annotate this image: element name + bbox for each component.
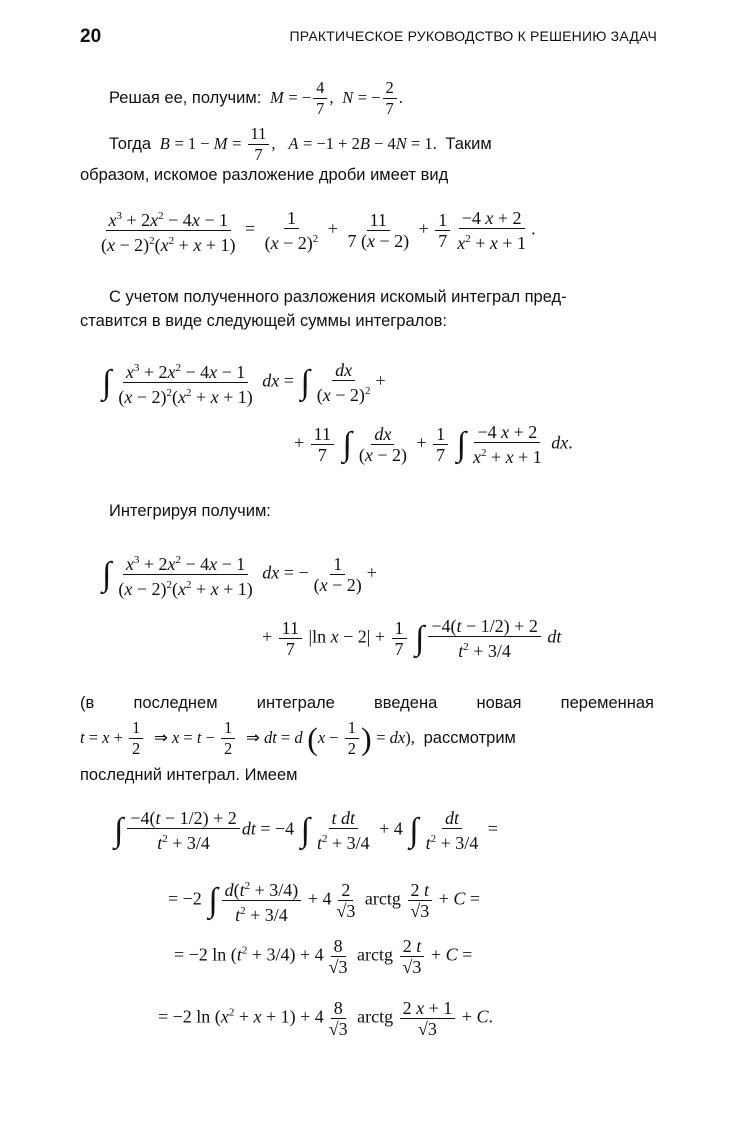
integrating-line: Интегрируя получим: — [109, 502, 271, 520]
running-title: ПРАКТИЧЕСКОЕ РУКОВОДСТВО К РЕШЕНИЮ ЗАДАЧ — [289, 28, 657, 44]
solution-line: Решая ее, получим: M = − $\frac{4}{7}$ , N = − $\frac{2}{7}$ . — [109, 78, 403, 118]
integral-sum-line-1: ∫ $\frac{x^3 + 2x^2 - 4x - 1}{(x - 2)^2(x^2 + x + 1)}$ dx = ∫ $\frac{dx}{(x - 2)^2}$ + — [102, 360, 386, 407]
substitution-line-1 — [80, 692, 654, 714]
integration-result-line-1: ∫ $\frac{x^3 + 2x^2 - 4x - 1}{(x - 2)^2(x^2 + x + 1)}$ dx = − $\frac{1}{(x - 2)}$ + — [100, 550, 377, 599]
integration-result-line-2: + $\frac{11}{7}$ |ln x − 2| + $\frac{1}{7}$ ∫ $\frac{-4(t - 1/2) + 2}{t^2 + 3/4}$ dt — [262, 616, 562, 661]
substitution-line-2: t = x + $\frac{1}{2}$ ⇒ x = t − $\frac{1}{2}$ ⇒ dt = d (x − $\frac{1}{2}$ ) = dx), рассмотрим — [80, 718, 516, 758]
with-account-line-2: ставится в виде следующей суммы интегралов: — [80, 312, 447, 330]
with-account-line-1: С учетом полученного разложения искомый интеграл пред- — [109, 288, 567, 306]
page-header — [80, 26, 657, 50]
word: последнем — [133, 694, 218, 712]
decomposition-equation: $\frac{x^3 + 2x^2 - 4x - 1}{(x - 2)^2(x^2 + x + 1)}$ = $\frac{1}{(x - 2)^2}$ + $\frac{11}{7 (x - 2)}$ + $\frac{1}{7}$ $\frac{-4 x + 2}{x^2 + x + 1}$ . — [101, 208, 536, 255]
then-label: Тогда — [109, 134, 152, 153]
final-eq-line-4: = −2 $\ln (x^2 + x + 1) + 4$ $\frac{8}{√3}$ arctg $\frac{2 x + 1}{√3}$ + C. — [158, 998, 493, 1039]
final-eq-line-3: = −2 $\ln (t^2 + 3/4) + 4$ $\frac{8}{√3}$ arctg $\frac{2 t}{√3}$ + C = — [174, 936, 473, 977]
final-eq-line-1: ∫ $\frac{-4(t - 1/2) + 2}{t^2 + 3/4}$ dt = −4 ∫ $\frac{\text{t dt}}{t^2 + 3/4}$ + 4 ∫ $\frac{dt}{t^2 + 3/4}$ = — [114, 808, 498, 853]
word: новая — [476, 694, 522, 712]
solving-label: Решая ее, получим: — [109, 88, 262, 107]
page-number: 20 — [80, 26, 102, 47]
word: введена — [374, 694, 438, 712]
word: интеграле — [256, 694, 335, 712]
so-label: Таким — [445, 134, 492, 153]
word: переменная — [560, 694, 654, 712]
integral-sum-line-2: + $\frac{11}{7}$ ∫ $\frac{dx}{(x - 2)}$ + $\frac{1}{7}$ ∫ $\frac{-4 x + 2}{x^2 + x + 1}$ dx. — [294, 422, 573, 467]
word: (в — [80, 694, 95, 712]
final-eq-line-2: = −2 ∫ $\frac{d(t^2 + 3/4)}{t^2 + 3/4}$ + 4 $\frac{2}{√3}$ arctg $\frac{2 t}{√3}$ + C = — [168, 876, 480, 925]
then-line: Тогда B = 1 − M = $\frac{11}{7}$ , A = −1 + 2B − 4N = 1. Таким — [109, 124, 492, 164]
sought-line: образом, искомое разложение дроби имеет вид — [80, 166, 449, 184]
last-integral-line: последний интеграл. Имеем — [80, 766, 298, 784]
consider-label: рассмотрим — [423, 728, 516, 747]
